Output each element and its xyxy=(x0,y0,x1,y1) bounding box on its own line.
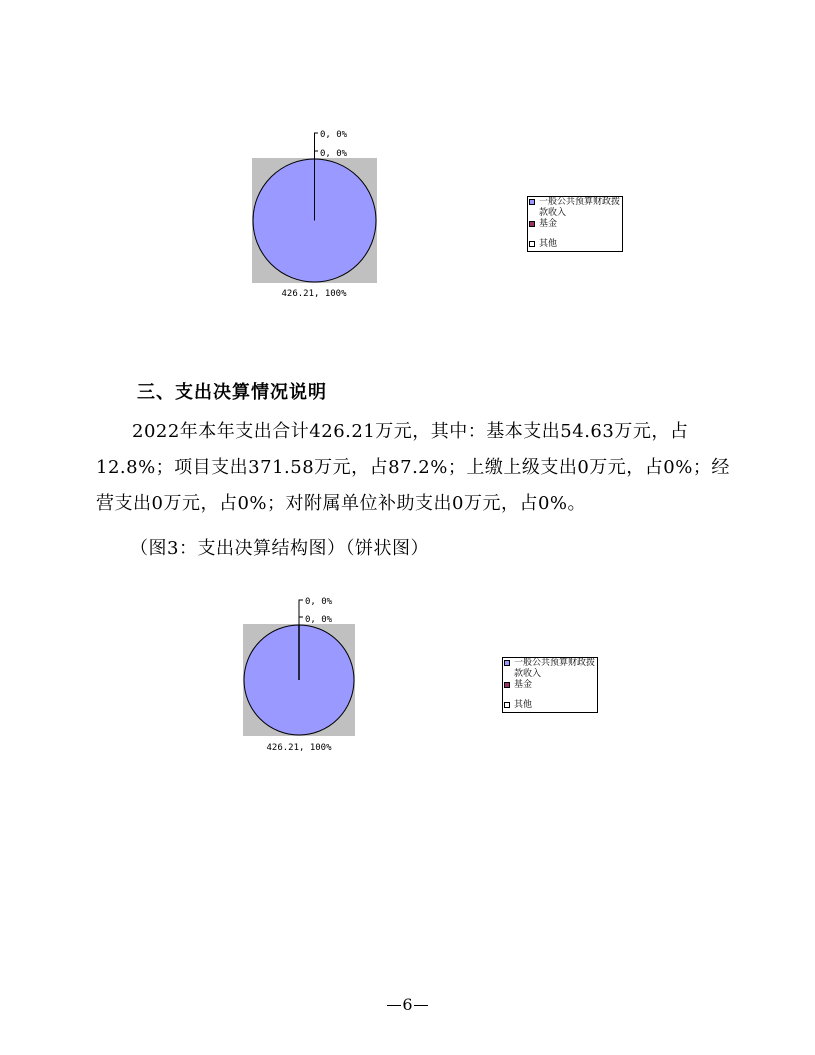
page-number xyxy=(0,995,815,1014)
section-heading: 三、支出决算情况说明 xyxy=(137,382,327,403)
legend-label-1: 一般公共预算财政拨款收入 xyxy=(539,197,621,218)
legend-swatch-1 xyxy=(504,660,510,666)
legend-entry-2 xyxy=(528,219,622,230)
legend-entry-1 xyxy=(503,658,597,680)
data-label-slice-2: 0, 0% xyxy=(320,130,348,140)
legend-swatch-3 xyxy=(504,702,510,708)
legend-swatch-1 xyxy=(529,199,535,205)
legend-entry-3 xyxy=(503,700,597,711)
data-label-slice-1: 426.21, 100% xyxy=(281,289,347,299)
leader-line-label-2 xyxy=(315,133,319,159)
body-paragraph: 2022年本年支出合计426.21万元，其中：基本支出54.63万元，占12.8%；项目支出371.58万元，占87.2%；上缴上级支出0万元，占0%；经营支出0万元，占0%；对附属单位补助支出0万元，占0%。 xyxy=(96,421,730,514)
legend-entry-2 xyxy=(503,680,597,691)
legend-swatch-2 xyxy=(504,682,510,688)
dash-left xyxy=(387,1005,401,1006)
pie-chart-2 xyxy=(232,592,392,762)
data-label-slice-1: 426.21, 100% xyxy=(266,743,332,753)
legend-1 xyxy=(527,196,623,252)
page-number-text: 6 xyxy=(402,995,413,1014)
legend-entry-1 xyxy=(528,197,622,219)
legend-label-3: 其他 xyxy=(539,239,558,249)
data-label-slice-2: 0, 0% xyxy=(305,597,333,607)
leader-line-label-2 xyxy=(299,600,303,625)
legend-swatch-2 xyxy=(529,221,535,227)
data-label-slice-3: 0, 0% xyxy=(305,615,333,625)
legend-swatch-3 xyxy=(529,241,535,247)
legend-label-2: 基金 xyxy=(539,219,558,229)
legend-label-3: 其他 xyxy=(514,700,533,710)
pie-chart-1 xyxy=(240,125,400,305)
pie-chart-1-svg xyxy=(240,125,400,305)
legend-label-2: 基金 xyxy=(514,680,533,690)
pie-chart-2-svg xyxy=(232,592,392,762)
legend-2 xyxy=(502,657,598,713)
legend-entry-3 xyxy=(528,239,622,250)
data-label-slice-3: 0, 0% xyxy=(320,149,348,159)
legend-label-1: 一般公共预算财政拨款收入 xyxy=(514,658,596,679)
dash-right xyxy=(414,1005,428,1006)
figure-caption: （图3：支出决算结构图）（饼状图） xyxy=(130,538,429,559)
